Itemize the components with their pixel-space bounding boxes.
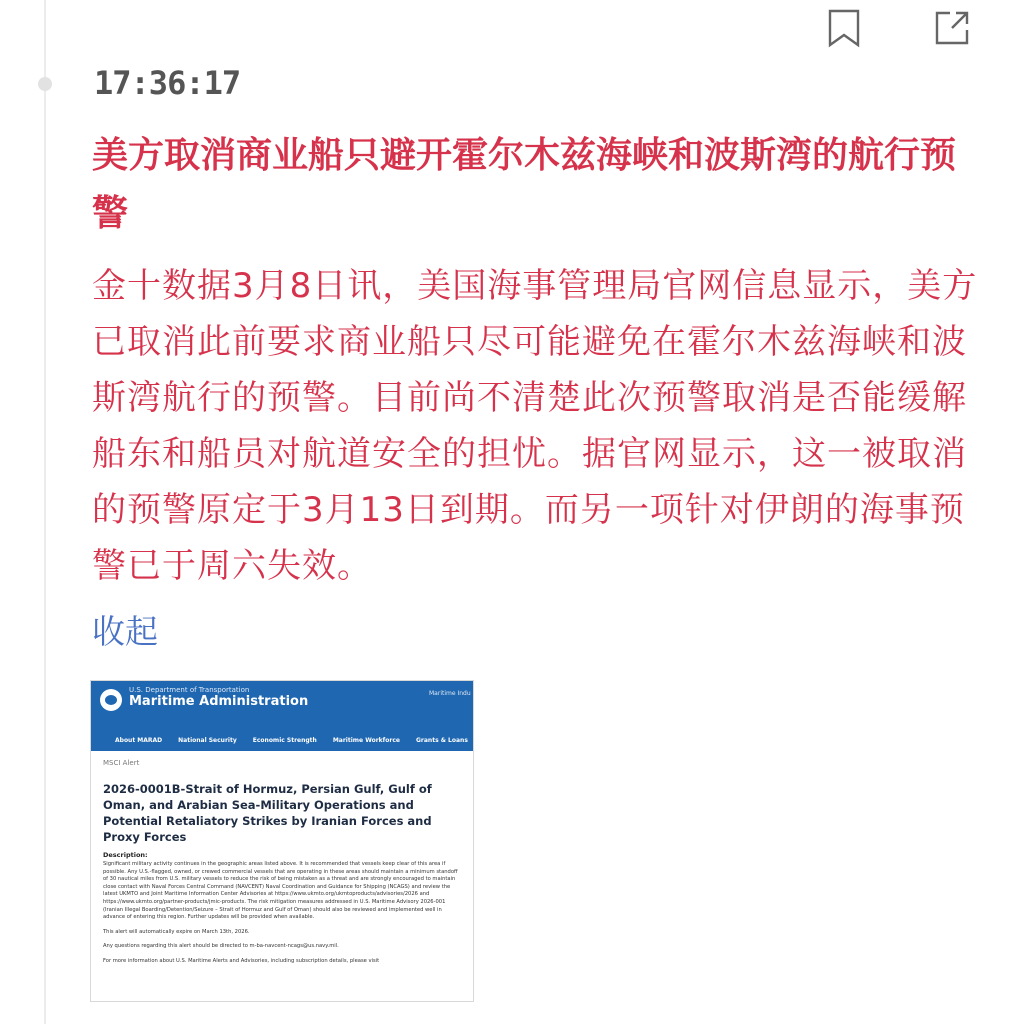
site-agency-name: Maritime Administration [129, 694, 309, 709]
site-nav [91, 737, 473, 751]
timeline-dot [38, 77, 52, 91]
share-button[interactable] [932, 8, 972, 48]
alert-paragraph: For more information about U.S. Maritime Alerts and Advisories, including subscription details, please visit [103, 957, 380, 964]
site-nav-item: Economic Strength [252, 737, 317, 744]
collapse-button[interactable]: 收起 [92, 612, 158, 651]
alert-title: 2026-0001B-Strait of Hormuz, Persian Gulf, Gulf of Oman, and Arabian Sea-Military Operations and Potential Retaliatory Strikes by Iranian Forces and Proxy Forces [103, 782, 432, 844]
site-nav-item: About MARAD [115, 737, 163, 744]
bookmark-button[interactable] [824, 8, 864, 48]
site-utility-link: Maritime Indu [429, 690, 471, 697]
alert-paragraph: Significant military activity continues in the geographic areas listed above. It is recommended that vessels keep clear of this area if possible. Any U.S.-flagged, owned, or crewed commercial vessels that are operating in these areas should maintain a minimum standoff of 30 nautical miles from U.S. military vessels to reduce the risk of being mistaken as a threat and are strongly encouraged to maintain close contact with Naval Forces Central Command (NAVCENT) Naval Coordination and Guidance for Shipping (NCAGS) and review the latest UKMTO and Joint Maritime Information Center Advisories at https://www.ukmto.org/ukmtoproducts/advisories/2026 and https://www.ukmto.org/partner-products/jmic-products. The risk mitigation measures addressed in U.S. Maritime Advisory 2026-001 (Iranian Illegal Boarding/Detention/Seizure – Strait of Hormuz and Gulf of Oman) should also be reviewed and implemented well in advance of entering this region. Further updates will be provided when available. [103, 861, 458, 921]
alert-type: MSCI Alert [103, 759, 140, 767]
site-header [91, 681, 473, 751]
alert-paragraph: Any questions regarding this alert should be directed to m-ba-navcent-ncags@us.navy.mil. [103, 943, 339, 950]
attached-screenshot[interactable] [90, 680, 474, 1002]
timeline-line [44, 0, 46, 1024]
alert-paragraph: This alert will automatically expire on March 13th, 2026. [103, 928, 250, 935]
dot-logo-icon [100, 689, 122, 711]
site-nav-item: Grants & Loans [416, 737, 468, 744]
share-icon [932, 8, 972, 48]
site-department: U.S. Department of Transportation [129, 686, 250, 694]
site-nav-item: Maritime Workforce [332, 737, 400, 744]
description-label: Description: [103, 851, 148, 859]
site-nav-item: National Security [178, 737, 237, 744]
bookmark-icon [824, 8, 864, 48]
site-content [91, 751, 473, 979]
timestamp: 17:36:17 [94, 64, 241, 102]
news-body: 金十数据3月8日讯，美国海事管理局官网信息显示，美方已取消此前要求商业船只尽可能避免在霍尔木兹海峡和波斯湾航行的预警。目前尚不清楚此次预警取消是否能缓解船东和船员对航道安全的担忧。据官网显示，这一被取消的预警原定于3月13日到期。而另一项针对伊朗的海事预警已于周六失效。 [92, 266, 978, 586]
news-headline: 美方取消商业船只避开霍尔木兹海峡和波斯湾的航行预警 [92, 134, 957, 234]
